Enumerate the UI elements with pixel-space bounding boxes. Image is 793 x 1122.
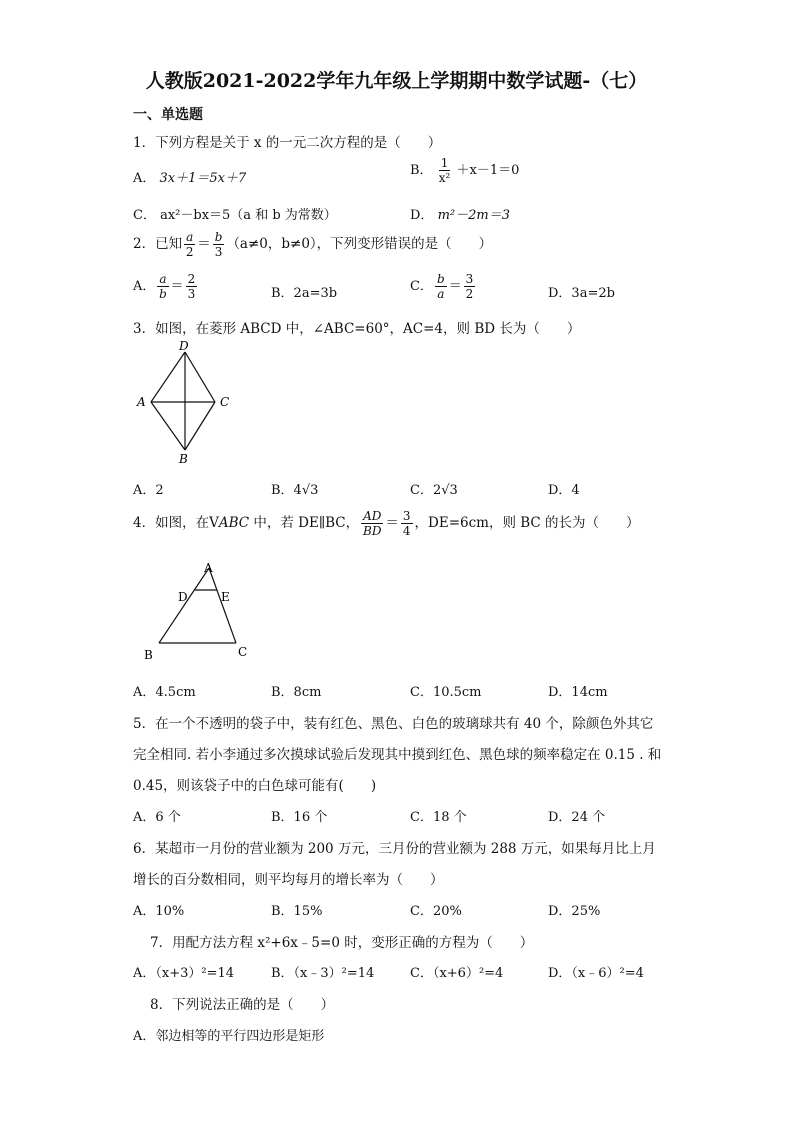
q1-option-d-label: D．	[410, 208, 434, 223]
q4-frac1-den: BD	[363, 524, 382, 538]
q2-stem-frac2-den: 3	[214, 245, 223, 259]
q7-option-d[interactable]: D．（x﹣6）²=4	[548, 966, 644, 981]
q6-option-a[interactable]: A．10%	[133, 904, 185, 919]
page-title: 人教版2021-2022学年九年级上学期期中数学试题-（七）	[145, 70, 648, 92]
q4-frac2-num: 3	[402, 509, 411, 523]
q6-stem-line-1: 6．某超市一月份的营业额为 200 万元，三月份的营业额为 288 万元，如果每月比上月	[133, 841, 656, 857]
q2-a-frac-1	[157, 272, 168, 301]
q2-a-frac2-num: 2	[187, 272, 196, 286]
q4-stem-fraction-1	[361, 509, 383, 538]
q4-triangle-figure	[140, 558, 255, 664]
q2-option-b[interactable]: B．2a=3b	[271, 286, 338, 301]
q4-option-b[interactable]: B．8cm	[271, 685, 322, 700]
q1-option-d[interactable]	[410, 204, 510, 223]
vertex-label-b: B	[144, 648, 153, 662]
q7-option-b[interactable]: B．（x﹣3）²=14	[271, 966, 375, 981]
q4-option-d[interactable]: D．14cm	[548, 685, 608, 700]
q2-option-a-label: A．	[133, 279, 156, 294]
q6-option-d[interactable]: D．25%	[548, 904, 601, 919]
q5-stem-line-2: 完全相同. 若小李通过多次摸球试验后发现其中摸到红色、黑色球的频率稳定在 0.15 . 和	[133, 747, 662, 763]
q5-option-b[interactable]: B．16 个	[271, 810, 328, 825]
q5-stem-line-1: 5．在一个不透明的袋子中，装有红色、黑色、白色的玻璃球共有 40 个，除颜色外其它	[133, 716, 654, 732]
rhombus-side-dc	[185, 352, 215, 402]
q5-option-d[interactable]: D．24 个	[548, 810, 606, 825]
q7-stem: 7．用配方法方程 x²+6x﹣5=0 时，变形正确的方程为（ ）	[150, 935, 534, 951]
q2-option-d[interactable]: D．3a=2b	[548, 286, 615, 301]
q2-stem-suffix: （a≠0，b≠0），下列变形错误的是（ ）	[226, 236, 493, 252]
q1-option-b-fraction	[439, 156, 451, 185]
q1-option-b-denominator: x²	[438, 171, 451, 185]
q1-option-d-expr: m²－2m＝3	[437, 208, 510, 223]
q2-stem	[133, 230, 492, 259]
q4-stem	[133, 509, 640, 538]
vertex-label-b: B	[179, 452, 188, 466]
q1-option-c-expr: ax²－bx＝5（a 和 b 为常数）	[160, 208, 337, 223]
q2-a-frac-2	[186, 272, 198, 301]
q1-option-b-rest: ＋x－1＝0	[456, 163, 520, 178]
q5-option-c[interactable]: C．18 个	[410, 810, 467, 825]
vertex-label-c: C	[238, 645, 248, 659]
q2-stem-equals: ＝	[197, 236, 211, 252]
rhombus-side-cb	[185, 402, 215, 450]
q4-stem-suffix: ，DE=6cm，则 BC 的长为（ ）	[414, 515, 640, 531]
q4-stem-equals: ＝	[385, 515, 399, 531]
rhombus-side-ad	[151, 352, 185, 402]
q3-option-a[interactable]: A．2	[133, 483, 164, 498]
q4-option-a[interactable]: A．4.5cm	[133, 685, 196, 700]
vertex-label-d: D	[179, 340, 189, 353]
q1-option-c-label: C．	[133, 208, 156, 223]
q3-rhombus-figure	[133, 340, 243, 466]
q3-stem: 3．如图，在菱形 ABCD 中，∠ABC=60°，AC=4，则 BD 长为（ ）	[133, 321, 581, 337]
section-heading: 一、单选题	[133, 107, 203, 123]
q2-stem-fraction-2	[213, 230, 225, 259]
q2-c-frac1-den: a	[437, 287, 445, 301]
vertex-label-a: A	[137, 395, 146, 409]
q5-option-a[interactable]: A．6 个	[133, 810, 181, 825]
q4-frac1-num: AD	[363, 509, 382, 523]
q4-triangle-symbol: V	[209, 515, 219, 531]
q2-a-frac1-num: a	[159, 272, 167, 286]
q6-option-b[interactable]: B．15%	[271, 904, 323, 919]
q1-option-a-expr: 3x＋1＝5x＋7	[159, 171, 247, 186]
q5-stem-line-3: 0.45，则该袋子中的白色球可能有( )	[133, 778, 377, 794]
triangle-side-ab	[159, 568, 209, 643]
q1-option-b-numerator: 1	[440, 156, 449, 170]
q2-stem-prefix: 2．已知	[133, 236, 183, 252]
q4-stem-mid: 中，若 DE∥BC，	[249, 515, 360, 531]
q2-a-frac1-den: b	[159, 287, 167, 301]
q2-stem-fraction-1	[184, 230, 195, 259]
q3-option-c[interactable]: C．2√3	[410, 483, 458, 498]
q6-option-c[interactable]: C．20%	[410, 904, 462, 919]
q4-stem-prefix: 4．如图，在	[133, 515, 210, 531]
q2-stem-frac2-num: b	[214, 230, 223, 244]
vertex-label-a: A	[204, 561, 213, 575]
q4-option-c[interactable]: C．10.5cm	[410, 685, 482, 700]
q1-option-a[interactable]	[133, 167, 246, 186]
rhombus-side-ba	[151, 402, 185, 450]
q1-option-c[interactable]	[133, 204, 337, 223]
q3-option-b[interactable]: B．4√3	[271, 483, 319, 498]
q7-option-a[interactable]: A．（x+3）²=14	[133, 966, 235, 981]
q1-option-b[interactable]	[410, 156, 519, 185]
q2-c-frac2-den: 2	[465, 287, 474, 301]
point-label-e: E	[221, 590, 230, 604]
q2-c-frac1-num: b	[436, 272, 445, 286]
q2-option-c-label: C．	[410, 279, 433, 294]
q2-option-a[interactable]: A． $\frac{a}{b}$ ＝ $\frac{2}{3}$	[133, 272, 196, 301]
q2-c-frac2-num: 3	[465, 272, 474, 286]
q2-stem-frac1-num: a	[186, 230, 194, 244]
q4-triangle-name: ABC	[218, 515, 250, 531]
q2-option-c[interactable]: C． $\frac{b}{a}$ ＝ $\frac{3}{2}$	[410, 272, 474, 301]
q8-stem: 8．下列说法正确的是（ ）	[150, 997, 335, 1013]
q2-c-frac-2	[464, 272, 476, 301]
q8-option-a[interactable]: A．邻边相等的平行四边形是矩形	[133, 1029, 325, 1044]
q1-stem: 1．下列方程是关于 x 的一元二次方程的是（ ）	[133, 135, 442, 151]
q2-stem-frac1-den: 2	[185, 245, 194, 259]
q6-stem-line-2: 增长的百分数相同，则平均每月的增长率为（ ）	[133, 872, 444, 888]
q3-option-d[interactable]: D．4	[548, 483, 580, 498]
q2-a-frac2-den: 3	[187, 287, 196, 301]
q4-stem-fraction-2	[401, 509, 413, 538]
triangle-side-ac	[209, 568, 236, 643]
q1-option-b-label: B．	[410, 163, 433, 178]
q2-c-frac-1	[435, 272, 447, 301]
q4-frac2-den: 4	[402, 524, 411, 538]
point-label-d: D	[178, 590, 188, 604]
vertex-label-c: C	[220, 395, 230, 409]
q1-option-a-label: A．	[133, 171, 156, 186]
q7-option-c[interactable]: C．（x+6）²=4	[410, 966, 504, 981]
